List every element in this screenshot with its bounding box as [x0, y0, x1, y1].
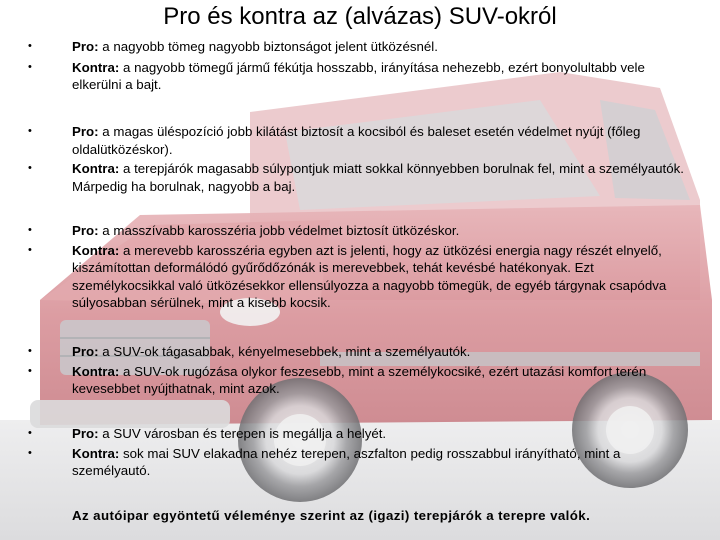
kontra-item	[28, 242, 688, 312]
pro-label: Pro:	[72, 124, 99, 139]
kontra-text: a SUV-ok rugózása olykor feszesebb, mint a személykocsiké, ezért utazási komfort terén kevesebbet nyújthatnak, mint azok.	[72, 363, 647, 396]
kontra-text: a merevebb karosszéria egyben azt is jelenti, hogy az ütközési energia nagy részét elnyelő, kiszámítottan deformálódó gyűrődőzónák is merevebbek, tehát kevésbé hatékonyak. Ezt személykocsikkal való ütközésekkor ellensúlyozza a nagyobb tömegük, de egyéb tárgynak csapódva súlyosabban sérülnek, mint a kisebb kocsik.	[72, 242, 667, 310]
pro-label: Pro:	[72, 344, 99, 359]
pro-item	[28, 425, 688, 443]
kontra-label: Kontra:	[72, 363, 120, 379]
pro-text: a SUV-ok tágasabbak, kényelmesebbek, mint a személyautók.	[98, 344, 471, 359]
pro-label: Pro:	[72, 39, 99, 54]
pro-text: a masszívabb karosszéria jobb védelmet biztosít ütközéskor.	[98, 223, 460, 238]
kontra-item	[28, 363, 688, 398]
bullet-icon: •	[28, 40, 32, 52]
pro-text: a SUV városban és terepen is megállja a helyét.	[98, 426, 387, 441]
kontra-item	[28, 160, 688, 195]
pro-label: Pro:	[72, 426, 99, 441]
bullet-icon: •	[28, 125, 32, 137]
pro-text: a magas üléspozíció jobb kilátást biztosít a kocsiból és baleset esetén védelmet nyújt (főleg oldalütközéskor).	[72, 124, 641, 157]
bullet-icon: •	[28, 427, 32, 439]
slide-title: Pro és kontra az (alvázas) SUV-okról	[163, 3, 557, 30]
pro-kontra-group-1	[28, 38, 688, 94]
bullet-icon: •	[28, 224, 32, 236]
conclusion-text: Az autóipar egyöntetű véleménye szerint az (igazi) terepjárók a terepre valók.	[72, 508, 591, 523]
pro-text: a nagyobb tömeg nagyobb biztonságot jelent ütközésnél.	[98, 39, 438, 54]
pro-label: Pro:	[72, 223, 99, 238]
kontra-label: Kontra:	[72, 445, 120, 461]
pro-kontra-group-4	[28, 343, 688, 398]
bullet-icon: •	[28, 162, 32, 174]
kontra-text: sok mai SUV elakadna nehéz terepen, aszfalton pedig rosszabbul irányítható, mint a személyautó.	[72, 445, 621, 478]
pro-item	[28, 222, 688, 240]
pro-kontra-group-5	[28, 425, 688, 480]
bullet-icon: •	[28, 60, 32, 73]
suv-bumper	[30, 400, 230, 428]
kontra-label: Kontra:	[72, 242, 120, 258]
kontra-text: a nagyobb tömegű jármű fékútja hosszabb, irányítása nehezebb, ezért bonyolultabb vele elkerülni a bajt.	[72, 59, 645, 92]
pro-kontra-group-3	[28, 222, 688, 312]
pro-item	[28, 343, 688, 361]
kontra-item	[28, 445, 688, 480]
kontra-text: a terepjárók magasabb súlypontjuk miatt sokkal könnyebben borulnak fel, mint a személyautók. Márpedig ha borulnak, nagyobb a baj.	[72, 161, 684, 194]
bullet-icon: •	[28, 446, 32, 459]
kontra-label: Kontra:	[72, 59, 120, 75]
kontra-item	[28, 59, 688, 94]
pro-item	[28, 38, 688, 56]
bullet-icon: •	[28, 345, 32, 357]
pro-item	[28, 123, 688, 158]
pro-kontra-group-2	[28, 123, 688, 195]
bullet-icon: •	[28, 364, 32, 377]
kontra-label: Kontra:	[72, 161, 120, 176]
bullet-icon: •	[28, 243, 32, 256]
